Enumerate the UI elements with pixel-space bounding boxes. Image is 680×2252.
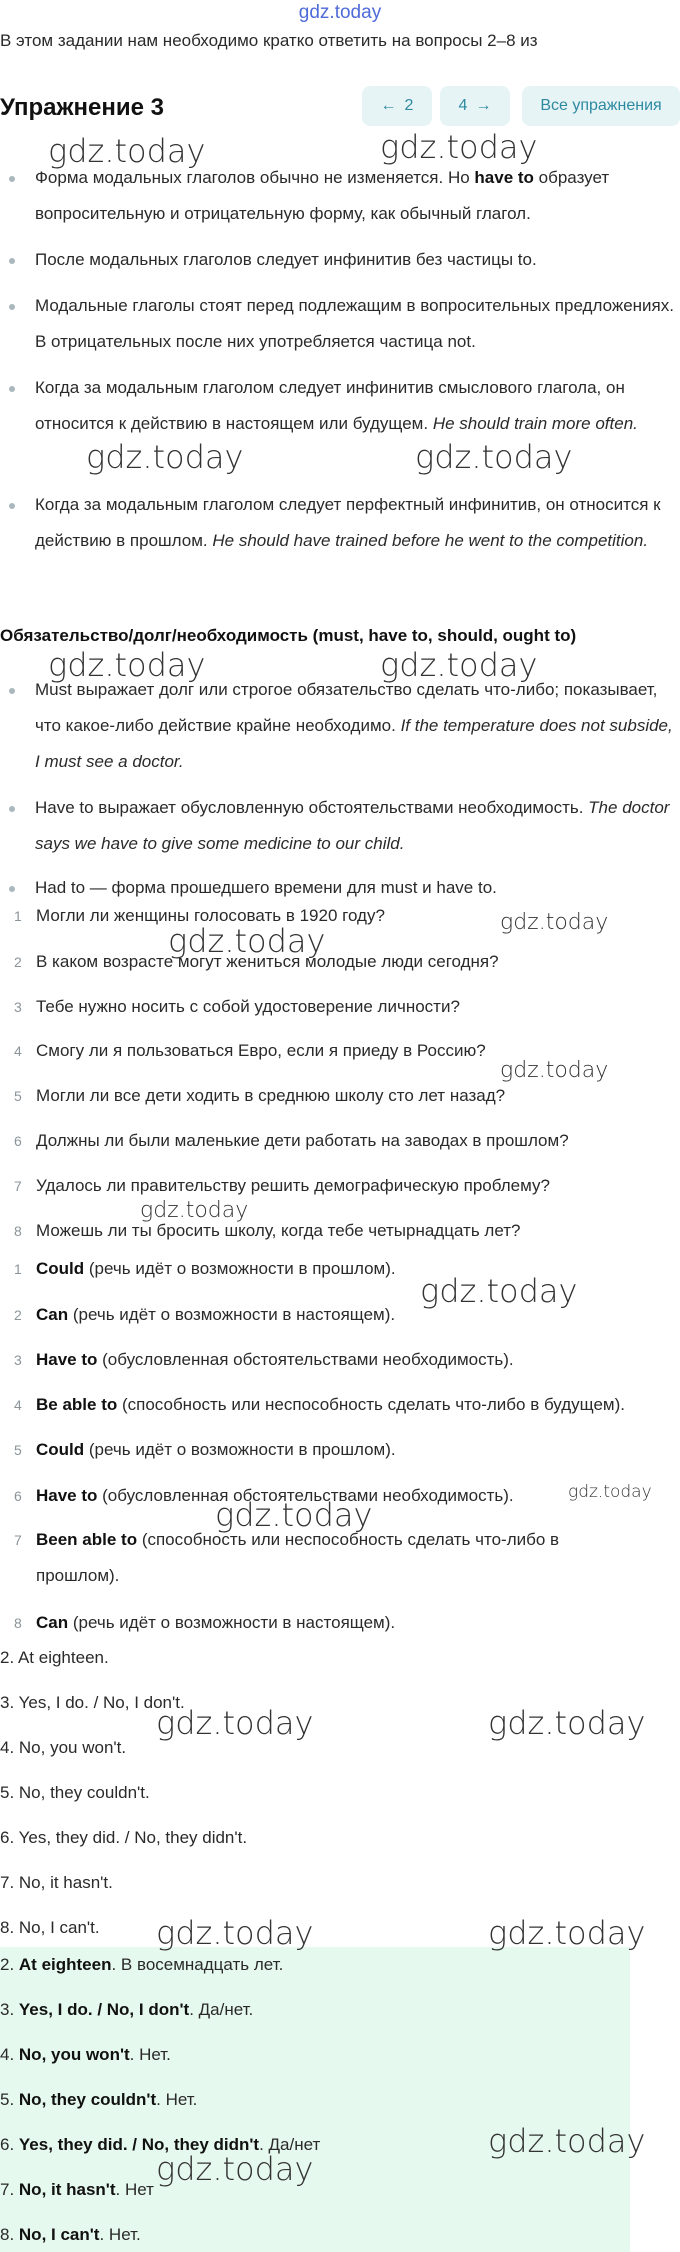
answer-item: 4. No, you won't.	[0, 1738, 127, 1757]
answer-item: 7. No, it hasn't.	[0, 1873, 113, 1892]
obligation-item: Had to — форма прошедшего времени для must и have to.	[35, 870, 675, 906]
rule-item: Форма модальных глаголов обычно не изменяется. Но have to образует вопросительную и отрицательную форму, как обычный глагол.	[35, 160, 675, 232]
answer-item: 5. No, they couldn't.	[0, 1783, 150, 1802]
watermark: gdz.today	[156, 2150, 314, 2188]
answer-item: 2. At eighteen.	[0, 1648, 109, 1667]
watermark: gdz.today	[500, 1058, 609, 1083]
answer-item: 3. Yes, I do. / No, I don't.	[0, 1693, 185, 1712]
next-exercise-label: 4	[458, 97, 468, 114]
watermark: gdz.today	[156, 1704, 314, 1742]
prev-exercise-button[interactable]	[362, 86, 432, 126]
answer-item: 8. No, I can't.	[0, 1918, 100, 1937]
rule-item: Когда за модальным глаголом следует перфектный инфинитив, он относится к действию в прошлом. He should have trained before he went to the competition.	[35, 487, 675, 559]
watermark: gdz.today	[156, 1914, 314, 1952]
rule-item: Модальные глаголы стоят перед подлежащим в вопросительных предложениях. В отрицательных после них употребляется частица not.	[35, 288, 675, 360]
next-exercise-button[interactable]	[440, 86, 510, 126]
arrow-right-icon: →	[475, 97, 492, 114]
section-heading: Обязательство/долг/необходимость (must, have to, should, ought to)	[0, 626, 577, 645]
watermark: gdz.today	[48, 132, 206, 170]
watermark: gdz.today	[488, 1914, 646, 1952]
translated-item: 5. No, they couldn't. Нет.	[0, 2090, 198, 2109]
watermark: gdz.today	[215, 1496, 373, 1534]
obligation-item: Must выражает долг или строгое обязательство сделать что-либо; показывает, что какое-либо действие крайне необходимо. If the temperature does not subside, I must see a doctor.	[35, 672, 675, 780]
watermark: gdz.today	[488, 2122, 646, 2160]
watermark: gdz.today	[488, 1704, 646, 1742]
translated-item: 4. No, you won't. Нет.	[0, 2045, 171, 2064]
exercise-title: Упражнение 3	[0, 94, 164, 121]
translated-item: 7. No, it hasn't. Нет	[0, 2180, 154, 2199]
prev-exercise-label: 2	[404, 97, 414, 114]
watermark: gdz.today	[48, 646, 206, 684]
watermark: gdz.today	[168, 922, 326, 960]
translated-item: 2. At eighteen. В восемнадцать лет.	[0, 1955, 284, 1974]
watermark: gdz.today	[86, 438, 244, 476]
obligation-item: Have to выражает обусловленную обстоятельствами необходимость. The doctor says we have to give some medicine to our child.	[35, 790, 675, 862]
all-exercises-button[interactable]: Все упражнения	[522, 86, 680, 126]
rule-item: Когда за модальным глаголом следует инфинитив смыслового глагола, он относится к действию в настоящем или будущем. He should train more often.	[35, 370, 675, 442]
intro-text: В этом задании нам необходимо кратко ответить на вопросы 2–8 из	[0, 31, 538, 50]
translated-item: 6. Yes, they did. / No, they didn't. Да/нет	[0, 2135, 321, 2154]
answer-item: 6. Yes, they did. / No, they didn't.	[0, 1828, 248, 1847]
watermark: gdz.today	[415, 438, 573, 476]
translated-item: 8. No, I can't. Нет.	[0, 2225, 141, 2244]
rule-item: После модальных глаголов следует инфинитив без частицы to.	[35, 242, 675, 278]
watermark: gdz.today	[420, 1272, 578, 1310]
watermark: gdz.today	[380, 646, 538, 684]
watermark: gdz.today	[568, 1482, 652, 1502]
site-logo[interactable]: gdz.today	[298, 2, 382, 23]
arrow-left-icon: ←	[380, 97, 397, 114]
watermark: gdz.today	[380, 128, 538, 166]
translated-item: 3. Yes, I do. / No, I don't. Да/нет.	[0, 2000, 254, 2019]
watermark: gdz.today	[140, 1198, 249, 1223]
watermark: gdz.today	[500, 910, 609, 935]
